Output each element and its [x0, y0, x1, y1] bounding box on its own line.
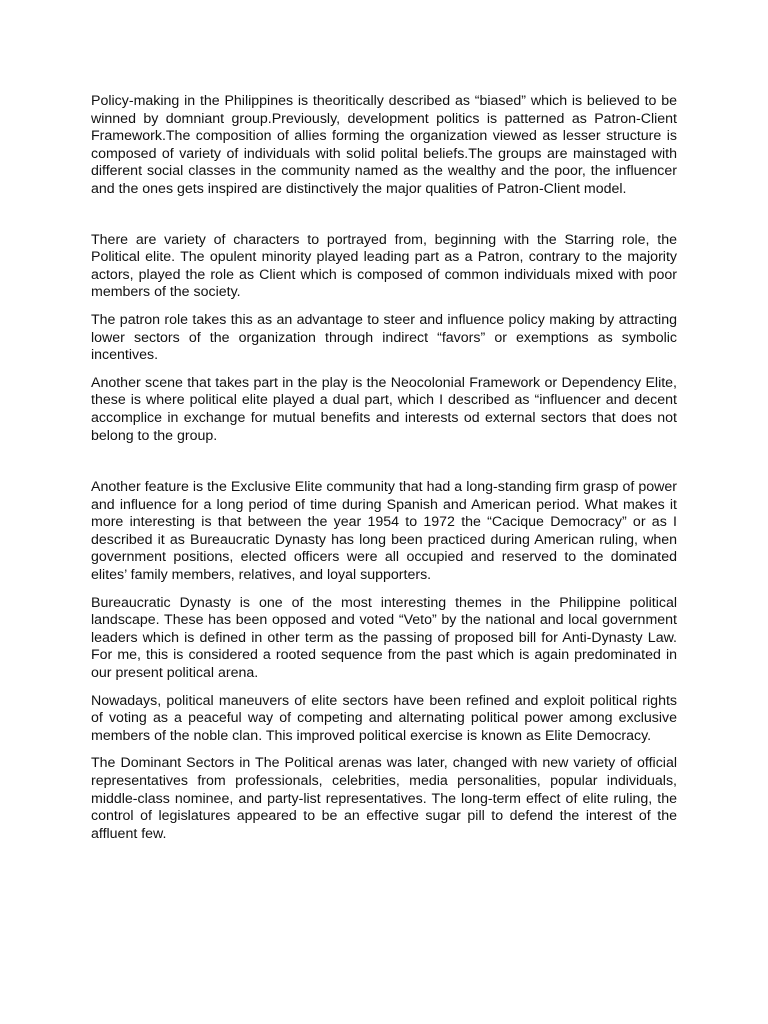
paragraph-exclusive-elite: Another feature is the Exclusive Elite community that had a long-standing firm grasp of power and influence for a long period of time during Spanish and American period. What makes it more interesting is that between the year 1954 to 1972 the “Cacique Democracy” or as I described it as Bureaucratic Dynasty has long been practiced during American ruling, when government positions, elected officers were all occupied and reserved to the dominated elites’ family members, relatives, and loyal supporters. [91, 479, 677, 584]
paragraph-dominant-sectors: The Dominant Sectors in The Political arenas was later, changed with new variety of official representatives from professionals, celebrities, media personalities, popular individuals, middle-class nominee, and party-list representatives. The long-term effect of elite ruling, the control of legislatures appeared to be an effective sugar pill to defend the interest of the affluent few. [91, 755, 677, 842]
paragraph-bureaucratic-dynasty: Bureaucratic Dynasty is one of the most interesting themes in the Philippine political landscape. These has been opposed and voted “Veto” by the national and local government leaders which is defined in other term as the passing of proposed bill for Anti-Dynasty Law. For me, this is considered a rooted sequence from the past which is again predominated in our present political arena. [91, 594, 677, 682]
paragraph-elite-democracy: Nowadays, political maneuvers of elite sectors have been refined and exploit political rights of voting as a peaceful way of competing and alternating political power among exclusive members of the noble clan. This improved political exercise is known as Elite Democracy. [91, 692, 677, 744]
document-body [91, 93, 677, 843]
paragraph-characters: There are variety of characters to portrayed from, beginning with the Starring role, the Political elite. The opulent minority played leading part as a Patron, contrary to the majority actors, played the role as Client which is composed of common individuals mixed with poor members of the society. [91, 231, 677, 301]
paragraph-patron-role: The patron role takes this as an advantage to steer and influence policy making by attracting lower sectors of the organization through indirect “favors” or exemptions as symbolic incentives. [91, 311, 677, 364]
paragraph-patron-client-intro: Policy-making in the Philippines is theoritically described as “biased” which is believed to be winned by domniant group.Previously, development politics is patterned as Patron-Client Framework.The composition of allies forming the organization viewed as lesser structure is composed of variety of individuals with solid polital beliefs.The groups are mainstaged with different social classes in the community named as the wealthy and the poor, the influencer and the ones gets inspired are distinctively the major qualities of Patron-Client model. [91, 93, 677, 197]
paragraph-neocolonial-framework: Another scene that takes part in the play is the Neocolonial Framework or Dependency Elite, these is where political elite played a dual part, which I described as “influencer and decent accomplice in exchange for mutual benefits and interests od external sectors that does not belong to the group. [91, 374, 677, 444]
